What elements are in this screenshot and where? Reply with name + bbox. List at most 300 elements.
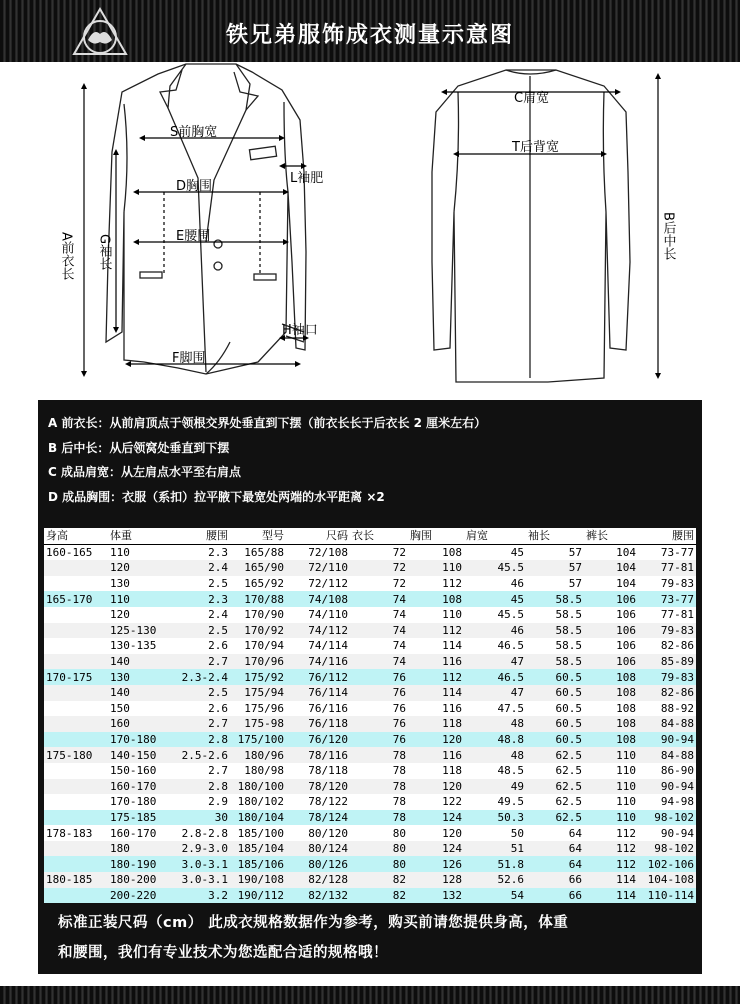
size-table <box>44 528 696 903</box>
table-cell: 46 <box>464 576 526 592</box>
table-cell: 170-175 <box>44 669 108 685</box>
table-row <box>44 872 696 888</box>
table-cell: 47.5 <box>464 701 526 717</box>
footer-line-2: 和腰围，我们有专业技术为您选配合适的规格哦！ <box>58 945 388 961</box>
table-cell: 51.8 <box>464 856 526 872</box>
table-cell: 62.5 <box>526 810 584 826</box>
table-cell <box>44 841 108 857</box>
table-cell: 84-88 <box>638 747 696 763</box>
table-cell: 170-180 <box>108 732 164 748</box>
table-cell: 175/96 <box>230 701 286 717</box>
table-cell: 130 <box>108 669 164 685</box>
table-cell: 110-114 <box>638 888 696 904</box>
table-row <box>44 638 696 654</box>
table-cell: 140 <box>108 685 164 701</box>
header-sleeve: 袖长 <box>526 528 584 544</box>
table-cell: 110 <box>584 747 638 763</box>
table-cell: 118 <box>408 763 464 779</box>
table-cell <box>44 654 108 670</box>
table-cell: 124 <box>408 841 464 857</box>
table-cell <box>44 763 108 779</box>
table-cell: 120 <box>408 825 464 841</box>
table-cell: 108 <box>408 591 464 607</box>
table-cell: 165/90 <box>230 560 286 576</box>
table-cell: 165/88 <box>230 544 286 560</box>
table-header-row <box>44 528 696 544</box>
table-row <box>44 856 696 872</box>
table-cell: 128 <box>408 872 464 888</box>
table-cell: 165-170 <box>44 591 108 607</box>
table-cell: 114 <box>408 638 464 654</box>
page-title: 铁兄弟服饰成衣测量示意图 <box>225 23 514 48</box>
table-cell: 112 <box>584 841 638 857</box>
table-cell: 2.4 <box>164 560 230 576</box>
table-cell: 2.5 <box>164 685 230 701</box>
table-cell: 170/90 <box>230 607 286 623</box>
table-cell: 108 <box>584 716 638 732</box>
table-cell <box>44 779 108 795</box>
table-cell: 66 <box>526 888 584 904</box>
label-b: B后中长 <box>660 212 676 260</box>
table-cell: 2.7 <box>164 763 230 779</box>
table-cell: 48 <box>464 716 526 732</box>
table-cell: 2.3-2.4 <box>164 669 230 685</box>
table-cell: 112 <box>584 825 638 841</box>
table-cell: 3.0-3.1 <box>164 856 230 872</box>
table-cell: 80 <box>350 825 408 841</box>
table-cell: 80/124 <box>286 841 350 857</box>
table-cell <box>44 856 108 872</box>
table-cell: 57 <box>526 576 584 592</box>
table-cell: 73-77 <box>638 544 696 560</box>
table-cell: 30 <box>164 810 230 826</box>
table-cell <box>44 560 108 576</box>
table-cell: 74/114 <box>286 638 350 654</box>
label-c: C肩宽 <box>514 91 550 106</box>
label-l: L袖肥 <box>290 171 324 186</box>
table-cell: 2.3 <box>164 544 230 560</box>
table-cell: 104 <box>584 560 638 576</box>
table-cell: 54 <box>464 888 526 904</box>
table-row <box>44 623 696 639</box>
table-cell: 175/100 <box>230 732 286 748</box>
table-cell <box>44 638 108 654</box>
table-cell: 2.6 <box>164 638 230 654</box>
table-cell: 165/92 <box>230 576 286 592</box>
table-cell: 2.4 <box>164 607 230 623</box>
table-cell: 72/108 <box>286 544 350 560</box>
table-cell: 90-94 <box>638 779 696 795</box>
table-cell: 2.9 <box>164 794 230 810</box>
label-d: D胸围 <box>176 179 213 194</box>
table-cell: 90-94 <box>638 825 696 841</box>
table-cell: 76 <box>350 732 408 748</box>
table-row <box>44 654 696 670</box>
label-h: H袖口 <box>282 323 318 338</box>
table-cell: 110 <box>584 779 638 795</box>
table-cell: 106 <box>584 591 638 607</box>
table-cell: 98-102 <box>638 841 696 857</box>
table-cell: 116 <box>408 701 464 717</box>
table-cell <box>44 623 108 639</box>
table-row <box>44 747 696 763</box>
table-cell: 170-180 <box>108 794 164 810</box>
table-cell: 58.5 <box>526 591 584 607</box>
size-table-body <box>44 544 696 903</box>
table-cell: 74/110 <box>286 607 350 623</box>
table-cell: 180/102 <box>230 794 286 810</box>
table-cell: 112 <box>584 856 638 872</box>
table-cell: 108 <box>584 701 638 717</box>
table-cell: 180/96 <box>230 747 286 763</box>
table-cell: 78 <box>350 810 408 826</box>
table-cell: 76/118 <box>286 716 350 732</box>
header-size: 尺码 <box>286 528 350 544</box>
table-cell: 2.8 <box>164 732 230 748</box>
table-cell: 112 <box>408 576 464 592</box>
table-cell: 50 <box>464 825 526 841</box>
label-a: A前衣长 <box>58 232 74 280</box>
table-row <box>44 779 696 795</box>
table-cell: 49 <box>464 779 526 795</box>
table-cell: 77-81 <box>638 560 696 576</box>
table-cell: 74 <box>350 638 408 654</box>
table-cell: 110 <box>584 810 638 826</box>
table-cell: 76/114 <box>286 685 350 701</box>
table-cell: 170/94 <box>230 638 286 654</box>
table-cell: 76/112 <box>286 669 350 685</box>
table-cell: 80/120 <box>286 825 350 841</box>
table-cell: 64 <box>526 841 584 857</box>
table-cell: 180/100 <box>230 779 286 795</box>
table-cell <box>44 888 108 904</box>
header-shoulder: 肩宽 <box>464 528 526 544</box>
table-cell: 45 <box>464 544 526 560</box>
table-cell: 170/88 <box>230 591 286 607</box>
table-cell: 72/110 <box>286 560 350 576</box>
front-jacket <box>106 64 306 374</box>
table-cell: 58.5 <box>526 607 584 623</box>
table-cell: 62.5 <box>526 747 584 763</box>
table-cell: 45.5 <box>464 560 526 576</box>
measurement-notes <box>48 412 486 510</box>
table-cell: 112 <box>408 623 464 639</box>
table-cell: 180/98 <box>230 763 286 779</box>
table-cell <box>44 732 108 748</box>
table-row <box>44 810 696 826</box>
table-cell: 80/126 <box>286 856 350 872</box>
label-g: G袖长 <box>96 234 112 271</box>
table-cell: 190/108 <box>230 872 286 888</box>
table-cell: 180-190 <box>108 856 164 872</box>
table-cell: 126 <box>408 856 464 872</box>
note-c: C 成品肩宽：从左肩点水平至右肩点 <box>48 465 241 479</box>
table-cell <box>44 701 108 717</box>
table-cell: 79-83 <box>638 623 696 639</box>
footer-note <box>58 908 698 968</box>
table-cell: 175/94 <box>230 685 286 701</box>
table-cell: 185/100 <box>230 825 286 841</box>
table-cell: 74 <box>350 623 408 639</box>
table-cell: 57 <box>526 544 584 560</box>
table-cell: 78/124 <box>286 810 350 826</box>
table-cell: 78/118 <box>286 763 350 779</box>
table-cell: 110 <box>108 591 164 607</box>
table-cell: 2.8-2.8 <box>164 825 230 841</box>
table-cell: 60.5 <box>526 732 584 748</box>
table-cell: 72 <box>350 544 408 560</box>
table-cell: 86-90 <box>638 763 696 779</box>
table-cell: 82/128 <box>286 872 350 888</box>
table-cell: 78 <box>350 747 408 763</box>
table-cell: 60.5 <box>526 669 584 685</box>
table-cell: 122 <box>408 794 464 810</box>
back-jacket <box>432 70 630 382</box>
footer-line-1: 标准正装尺码（cm） 此成衣规格数据作为参考，购买前请您提供身高，体重 <box>58 915 569 931</box>
table-cell: 78 <box>350 779 408 795</box>
header-weight: 体重 <box>108 528 164 544</box>
table-cell: 180 <box>108 841 164 857</box>
table-cell: 2.5 <box>164 576 230 592</box>
table-cell: 84-88 <box>638 716 696 732</box>
table-cell: 82/132 <box>286 888 350 904</box>
table-cell: 64 <box>526 825 584 841</box>
table-cell: 110 <box>108 544 164 560</box>
table-cell: 46.5 <box>464 669 526 685</box>
table-cell: 178-183 <box>44 825 108 841</box>
table-row <box>44 685 696 701</box>
table-row <box>44 763 696 779</box>
table-cell: 160-170 <box>108 779 164 795</box>
table-cell: 185/106 <box>230 856 286 872</box>
table-row <box>44 794 696 810</box>
table-cell: 118 <box>408 716 464 732</box>
header-model: 型号 <box>230 528 286 544</box>
table-cell: 58.5 <box>526 638 584 654</box>
table-cell: 114 <box>584 888 638 904</box>
table-cell: 110 <box>584 794 638 810</box>
table-cell <box>44 716 108 732</box>
table-cell: 58.5 <box>526 654 584 670</box>
measurement-diagram <box>0 62 740 398</box>
table-cell: 78/122 <box>286 794 350 810</box>
table-cell: 104 <box>584 544 638 560</box>
table-cell: 106 <box>584 638 638 654</box>
table-cell: 74/116 <box>286 654 350 670</box>
table-cell: 2.6 <box>164 701 230 717</box>
table-row <box>44 716 696 732</box>
table-cell: 80 <box>350 856 408 872</box>
table-cell: 82-86 <box>638 685 696 701</box>
header-height: 身高 <box>44 528 108 544</box>
bottom-bar <box>0 986 740 1004</box>
table-cell: 50.3 <box>464 810 526 826</box>
table-cell: 108 <box>584 732 638 748</box>
table-cell: 140 <box>108 654 164 670</box>
table-row <box>44 669 696 685</box>
table-cell: 76 <box>350 669 408 685</box>
table-cell: 72/112 <box>286 576 350 592</box>
table-cell: 60.5 <box>526 685 584 701</box>
table-cell: 170/96 <box>230 654 286 670</box>
table-cell: 82 <box>350 888 408 904</box>
table-cell: 78/120 <box>286 779 350 795</box>
table-cell: 47 <box>464 685 526 701</box>
table-cell: 64 <box>526 856 584 872</box>
table-cell: 82-86 <box>638 638 696 654</box>
table-cell: 74 <box>350 591 408 607</box>
table-cell: 72 <box>350 576 408 592</box>
table-cell: 2.7 <box>164 716 230 732</box>
table-cell: 72 <box>350 560 408 576</box>
table-cell: 125-130 <box>108 623 164 639</box>
table-cell: 104 <box>584 576 638 592</box>
table-cell: 116 <box>408 654 464 670</box>
table-cell: 80 <box>350 841 408 857</box>
table-row <box>44 544 696 560</box>
table-cell: 120 <box>108 607 164 623</box>
table-cell: 175-185 <box>108 810 164 826</box>
header-waist-ft: 腰围 <box>164 528 230 544</box>
note-a: A 前衣长：从前肩顶点于领根交界处垂直到下摆（前衣长长于后衣长 2 厘米左右） <box>48 416 487 430</box>
label-e: E腰围 <box>176 229 211 244</box>
header-length: 衣长 <box>350 528 408 544</box>
table-cell: 114 <box>584 872 638 888</box>
table-cell: 2.8 <box>164 779 230 795</box>
table-cell: 106 <box>584 607 638 623</box>
table-cell: 78 <box>350 763 408 779</box>
table-cell: 150-160 <box>108 763 164 779</box>
table-cell: 170/92 <box>230 623 286 639</box>
table-row <box>44 607 696 623</box>
table-cell: 52.6 <box>464 872 526 888</box>
table-cell: 2.5 <box>164 623 230 639</box>
table-cell: 79-83 <box>638 669 696 685</box>
table-cell: 66 <box>526 872 584 888</box>
table-row <box>44 560 696 576</box>
table-cell <box>44 607 108 623</box>
note-d: D 成品胸围：衣服（系扣）拉平腋下最宽处两端的水平距离 ×2 <box>48 489 385 504</box>
table-cell: 120 <box>408 779 464 795</box>
table-cell: 160-165 <box>44 544 108 560</box>
table-cell <box>44 576 108 592</box>
table-row <box>44 888 696 904</box>
table-cell: 60.5 <box>526 701 584 717</box>
table-cell: 47 <box>464 654 526 670</box>
table-cell: 88-92 <box>638 701 696 717</box>
table-cell: 130 <box>108 576 164 592</box>
table-cell: 175-180 <box>44 747 108 763</box>
table-cell: 73-77 <box>638 591 696 607</box>
table-cell: 46 <box>464 623 526 639</box>
table-cell: 48.5 <box>464 763 526 779</box>
table-cell: 116 <box>408 747 464 763</box>
table-cell <box>44 794 108 810</box>
table-cell: 46.5 <box>464 638 526 654</box>
table-row <box>44 591 696 607</box>
table-cell: 74/108 <box>286 591 350 607</box>
table-cell: 150 <box>108 701 164 717</box>
table-cell: 78/116 <box>286 747 350 763</box>
table-cell: 76/116 <box>286 701 350 717</box>
table-cell: 110 <box>408 560 464 576</box>
label-f: F脚围 <box>172 351 206 366</box>
table-cell: 48.8 <box>464 732 526 748</box>
table-cell: 90-94 <box>638 732 696 748</box>
table-cell: 76 <box>350 716 408 732</box>
table-cell: 120 <box>108 560 164 576</box>
table-cell: 76 <box>350 701 408 717</box>
table-cell: 200-220 <box>108 888 164 904</box>
table-cell: 62.5 <box>526 794 584 810</box>
table-cell: 3.2 <box>164 888 230 904</box>
table-cell: 76/120 <box>286 732 350 748</box>
table-row <box>44 701 696 717</box>
table-cell: 190/112 <box>230 888 286 904</box>
table-cell: 2.3 <box>164 591 230 607</box>
table-cell: 185/104 <box>230 841 286 857</box>
table-cell: 160-170 <box>108 825 164 841</box>
table-cell: 58.5 <box>526 623 584 639</box>
table-cell: 49.5 <box>464 794 526 810</box>
table-cell: 98-102 <box>638 810 696 826</box>
note-b: B 后中长：从后领窝处垂直到下摆 <box>48 440 230 455</box>
table-row <box>44 576 696 592</box>
table-cell: 76 <box>350 685 408 701</box>
table-row <box>44 841 696 857</box>
table-row <box>44 732 696 748</box>
table-cell: 108 <box>584 669 638 685</box>
table-cell: 51 <box>464 841 526 857</box>
table-cell: 175/92 <box>230 669 286 685</box>
table-cell: 124 <box>408 810 464 826</box>
table-cell: 180-185 <box>44 872 108 888</box>
table-cell: 104-108 <box>638 872 696 888</box>
table-cell: 45 <box>464 591 526 607</box>
header-waist: 腰围 <box>638 528 696 544</box>
table-cell: 82 <box>350 872 408 888</box>
header-trouser-length: 裤长 <box>584 528 638 544</box>
table-cell: 180/104 <box>230 810 286 826</box>
table-cell: 74 <box>350 607 408 623</box>
table-cell: 114 <box>408 685 464 701</box>
table-cell: 74/112 <box>286 623 350 639</box>
table-cell: 57 <box>526 560 584 576</box>
table-cell <box>44 810 108 826</box>
table-cell: 2.5-2.6 <box>164 747 230 763</box>
table-cell: 48 <box>464 747 526 763</box>
table-cell: 180-200 <box>108 872 164 888</box>
table-cell: 132 <box>408 888 464 904</box>
table-cell: 160 <box>108 716 164 732</box>
table-cell: 62.5 <box>526 779 584 795</box>
table-cell: 3.0-3.1 <box>164 872 230 888</box>
table-cell: 108 <box>584 685 638 701</box>
table-cell: 120 <box>408 732 464 748</box>
table-cell: 130-135 <box>108 638 164 654</box>
table-cell: 112 <box>408 669 464 685</box>
table-cell: 110 <box>584 763 638 779</box>
table-row <box>44 825 696 841</box>
table-cell: 60.5 <box>526 716 584 732</box>
table-cell: 106 <box>584 654 638 670</box>
label-t: T后背宽 <box>512 140 559 155</box>
table-cell: 94-98 <box>638 794 696 810</box>
table-cell: 108 <box>408 544 464 560</box>
header-bar <box>0 0 740 62</box>
table-cell: 74 <box>350 654 408 670</box>
header-chest: 胸围 <box>408 528 464 544</box>
